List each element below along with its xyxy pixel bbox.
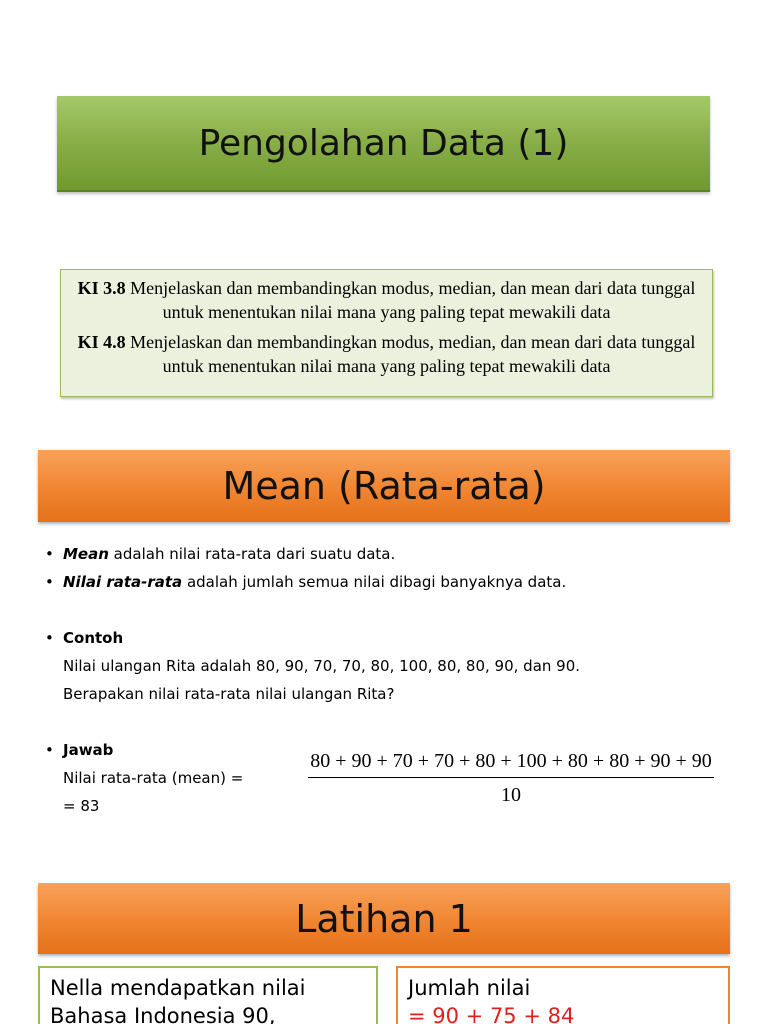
ki-code: KI 4.8 [77, 332, 126, 352]
title-banner [57, 96, 710, 192]
latihan-banner [38, 883, 730, 954]
ki-text: Menjelaskan dan membandingkan modus, median, dan mean dari data tunggal untuk menentukan nilai mana yang paling tepat mewakili data [125, 332, 696, 376]
contoh-label: Contoh [63, 629, 124, 647]
bullet-item [44, 624, 744, 652]
latihan-answer-box [396, 966, 730, 1024]
section-heading: Latihan 1 [295, 896, 473, 941]
mean-fraction [308, 748, 714, 808]
term: Nilai rata-rata [63, 573, 183, 591]
answer-label: Jumlah nilai [408, 976, 531, 1000]
ki-box [60, 269, 713, 397]
latihan-question-box [38, 966, 378, 1024]
fraction-numerator: 80 + 90 + 70 + 70 + 80 + 100 + 80 + 80 + 90 + 90 [310, 750, 712, 772]
ki-code: KI 3.8 [77, 278, 126, 298]
ki-item [67, 276, 706, 324]
ki-text: Menjelaskan dan membandingkan modus, median, dan mean dari data tunggal untuk menentukan nilai mana yang paling tepat mewakili data [125, 278, 696, 322]
fraction-bar [308, 777, 714, 778]
answer-line: = 90 + 75 + 84 [408, 1004, 575, 1024]
question-line: Bahasa Indonesia 90, [50, 1004, 276, 1024]
definition: adalah jumlah semua nilai dibagi banyaknya data. [182, 573, 567, 591]
bullet-item [44, 540, 744, 568]
jawab-label: Jawab [63, 741, 114, 759]
fraction-denominator: 10 [501, 784, 521, 806]
jawab-line: Nilai rata-rata (mean) = [63, 769, 244, 787]
page-title: Pengolahan Data (1) [198, 122, 569, 164]
definition: adalah nilai rata-rata dari suatu data. [108, 545, 396, 563]
contoh-line: Nilai ulangan Rita adalah 80, 90, 70, 70, 80, 100, 80, 80, 90, dan 90. [63, 657, 581, 675]
contoh-line: Berapakan nilai rata-rata nilai ulangan Rita? [63, 685, 395, 703]
mean-banner [38, 450, 730, 522]
ki-item [67, 330, 706, 378]
section-heading: Mean (Rata-rata) [222, 464, 546, 508]
jawab-line: = 83 [63, 797, 100, 815]
bullet-item [44, 568, 744, 596]
term: Mean [63, 545, 109, 563]
question-line: Nella mendapatkan nilai [50, 976, 306, 1000]
